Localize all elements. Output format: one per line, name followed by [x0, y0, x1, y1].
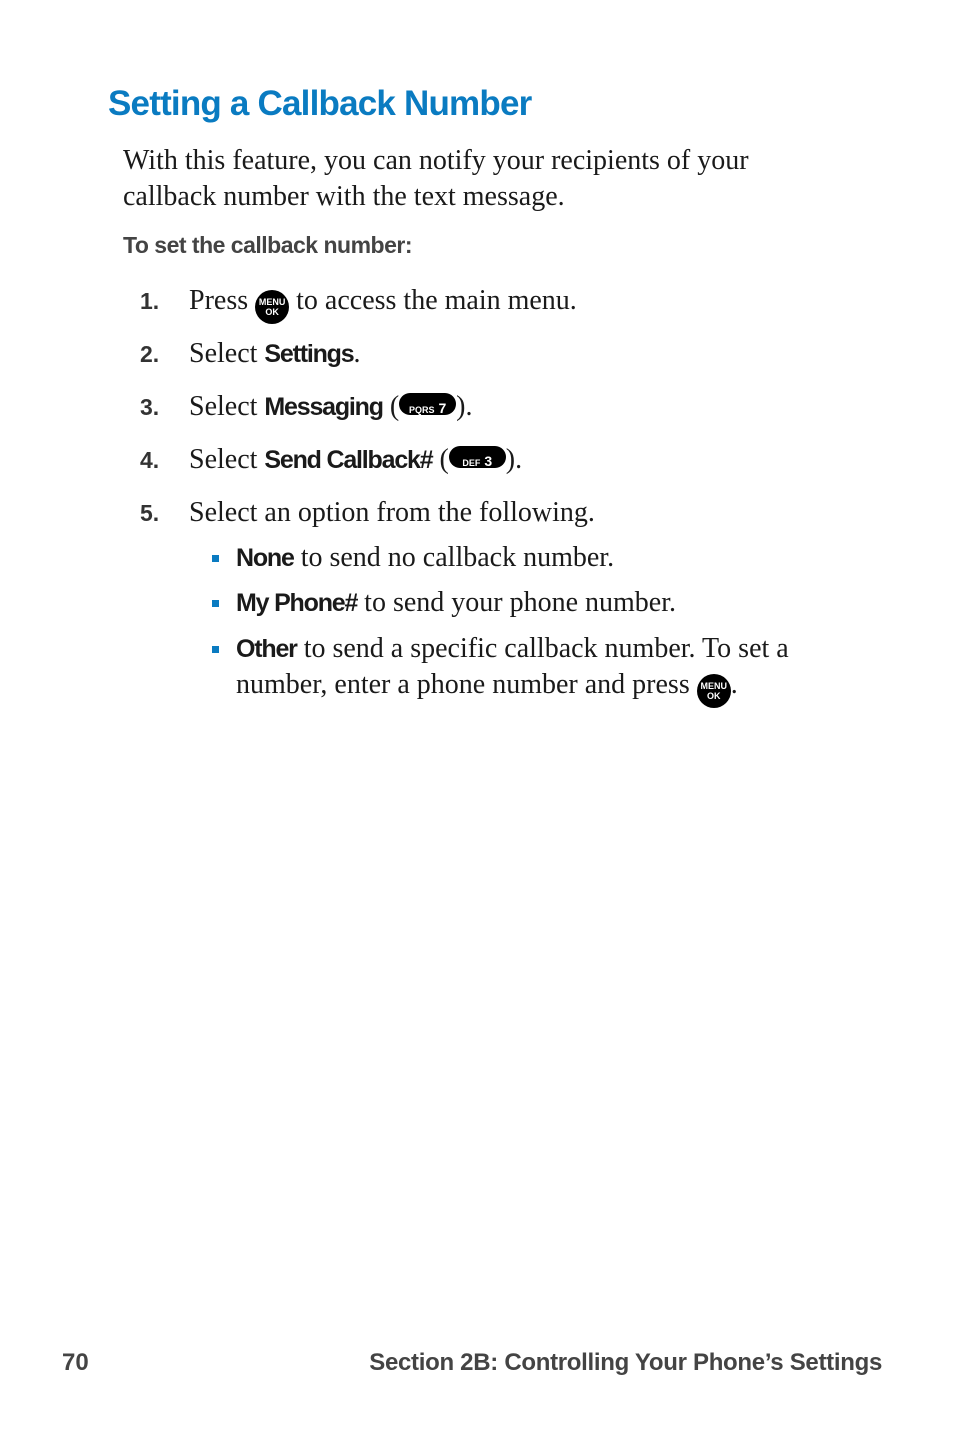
bullet-square-icon [212, 555, 219, 562]
procedure-heading: To set the callback number: [123, 232, 412, 258]
step-number: 4. [140, 447, 160, 473]
step-2 [140, 336, 360, 372]
step-number: 2. [140, 341, 160, 367]
step-5 [140, 495, 595, 531]
step-1 [140, 283, 577, 324]
menu-option-send-callback: Send Callback# [264, 446, 433, 474]
option-other: Other to send a specific callback number. To set a number, enter a phone number and press MENU OK . [212, 631, 852, 708]
option-my-phone: My Phone# to send your phone number. [212, 585, 852, 621]
step-text: Select an option from the following. [189, 497, 595, 528]
step-text: . [353, 338, 361, 369]
step-3: 3. Select Messaging ( PQRS 7 ). [140, 389, 472, 425]
option-label: None [236, 544, 294, 572]
menu-option-messaging: Messaging [264, 393, 383, 421]
step-number: 1. [140, 288, 160, 314]
page-title: Setting a Callback Number [108, 84, 532, 123]
option-none: None to send no callback number. [212, 540, 852, 576]
step-number: 3. [140, 394, 160, 420]
bullet-square-icon [212, 600, 219, 607]
step-text: Select [189, 391, 258, 422]
intro-paragraph: With this feature, you can notify your recipients of your callback number with the text message. [123, 145, 749, 212]
step-text: Select [189, 338, 258, 369]
option-label: Other [236, 635, 297, 663]
menu-ok-key-icon: MENU OK [255, 290, 289, 324]
menu-option-settings: Settings [264, 340, 354, 368]
page-number: 70 [62, 1349, 89, 1376]
step-text: Select [189, 444, 258, 475]
bullet-square-icon [212, 646, 219, 653]
step-number: 5. [140, 500, 160, 526]
step-4: 4. Select Send Callback# ( DEF 3 ). [140, 442, 522, 478]
option-label: My Phone# [236, 589, 358, 617]
step-text: to access the main menu. [296, 285, 577, 316]
key-7-icon: PQRS 7 [399, 393, 456, 415]
section-title: Section 2B: Controlling Your Phone’s Settings [369, 1349, 882, 1376]
menu-ok-key-icon: MENU OK [697, 674, 731, 708]
step-text: Press [189, 285, 249, 316]
key-3-icon: DEF 3 [449, 446, 506, 468]
